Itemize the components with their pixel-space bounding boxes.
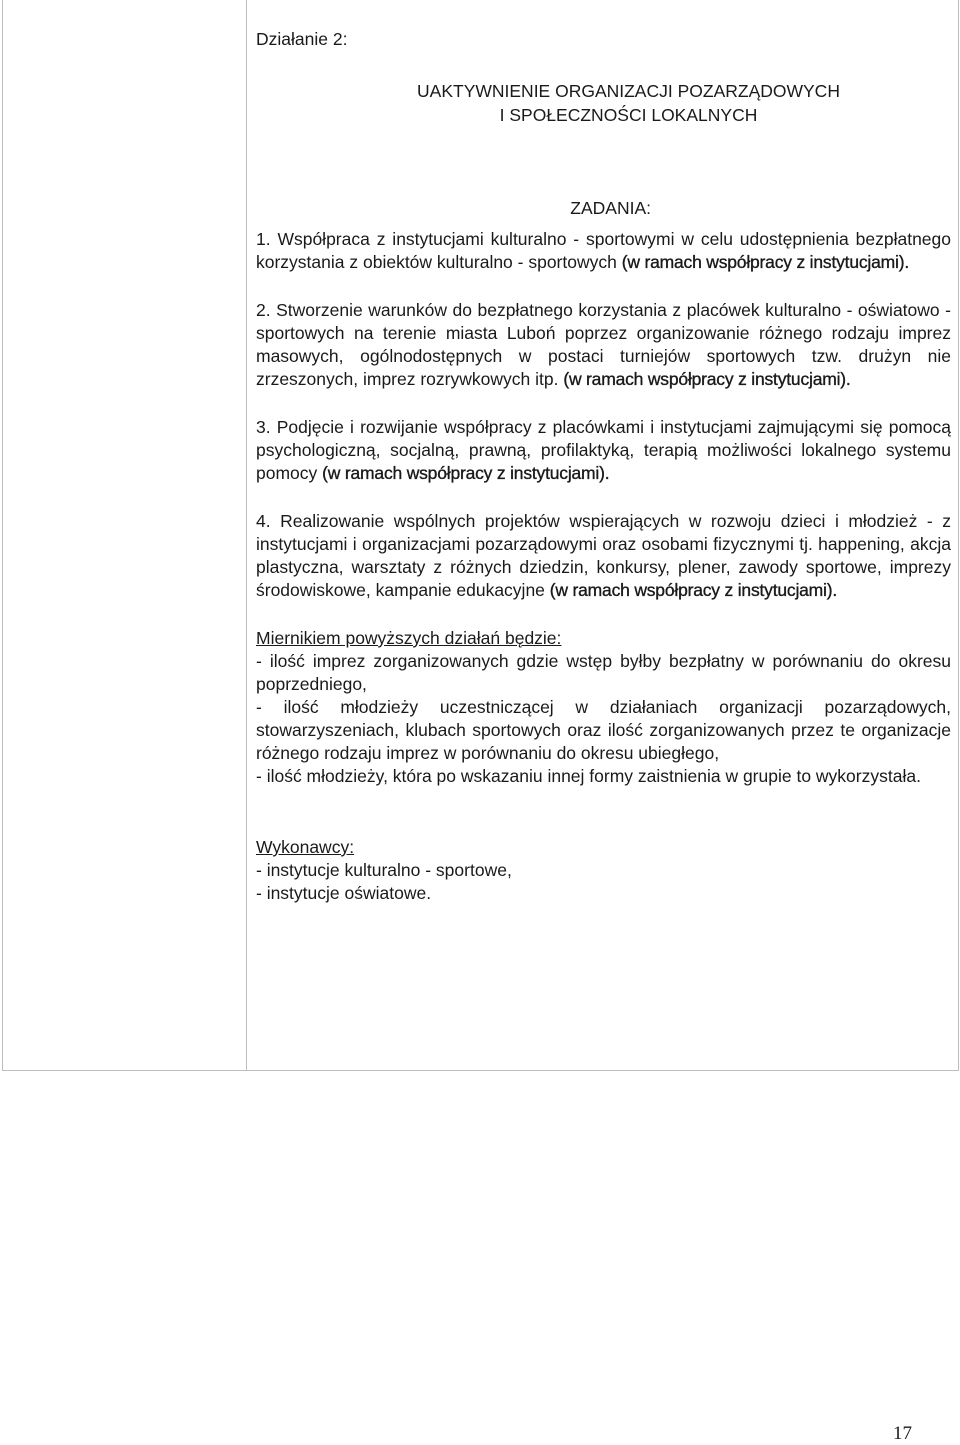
executors-section	[256, 836, 951, 905]
measures-heading: Miernikiem powyższych działań będzie:	[256, 628, 562, 648]
measure-item: - ilość młodzieży uczestniczącej w działaniach organizacji pozarządowych, stowarzyszeniach, klubach sportowych oraz ilość zorganizowanych przez te organizacje różnego rodzaju imprez w porównaniu do okresu ubiegłego,	[256, 697, 951, 763]
executor-item: - instytucje oświatowe.	[256, 883, 432, 903]
page-number: 17	[893, 1423, 912, 1444]
task-item-3	[256, 416, 951, 485]
title-line-1: UAKTYWNIENIE ORGANIZACJI POZARZĄDOWYCH	[417, 81, 840, 101]
measure-item: - ilość młodzieży, która po wskazaniu innej formy zaistnienia w grupie to wykorzystała.	[256, 766, 921, 786]
title-line-2: I SPOŁECZNOŚCI LOKALNYCH	[499, 105, 758, 125]
task-item-note: (w ramach współpracy z instytucjami).	[563, 369, 851, 389]
executors-heading: Wykonawcy:	[256, 837, 355, 857]
task-item-text: 2. Stworzenie warunków do bezpłatnego korzystania z placówek kulturalno - oświatowo - sportowych na terenie miasta Luboń poprzez organizowanie różnego rodzaju imprez masowych, ogólnodostępnych w postaci turniejów sportowych tzw. drużyn nie zrzeszonych, imprez rozrywkowych itp.	[256, 300, 951, 389]
task-item-note: (w ramach współpracy z instytucjami).	[549, 580, 838, 600]
task-item-4	[256, 510, 951, 602]
task-item-2	[256, 299, 951, 391]
measures-section	[256, 627, 951, 788]
tasks-heading: ZADANIA:	[570, 198, 651, 218]
action-label: Działanie 2:	[256, 29, 348, 49]
column-divider	[246, 0, 247, 1070]
task-item-1	[256, 228, 951, 274]
content-cell	[256, 28, 951, 905]
task-item-text: 4. Realizowanie wspólnych projektów wspierających w rozwoju dzieci i młodzież - z instytucjami i organizacjami pozarządowymi oraz osobami fizycznymi tj. happening, akcja plastyczna, warsztaty z różnych dziedzin, konkursy, plener, zawody sportowe, imprezy środowiskowe, kampanie edukacyjne	[256, 511, 951, 600]
executor-item: - instytucje kulturalno - sportowe,	[256, 860, 512, 880]
task-item-note: (w ramach współpracy z instytucjami).	[621, 252, 909, 272]
task-item-note: (w ramach współpracy z instytucjami).	[322, 463, 610, 483]
measure-item: - ilość imprez zorganizowanych gdzie wstęp byłby bezpłatny w porównaniu do okresu poprzedniego,	[256, 651, 951, 694]
section-spacer	[256, 788, 951, 836]
task-item-text: 1. Współpraca z instytucjami kulturalno - sportowymi w celu udostępnienia bezpłatnego korzystania z obiektów kulturalno - sportowych	[256, 229, 951, 272]
task-item-text: 3. Podjęcie i rozwijanie współpracy z placówkami i instytucjami zajmującymi się pomocą psychologiczną, socjalną, prawną, profilaktyką, terapią możliwości lokalnego systemu pomocy	[256, 417, 951, 483]
